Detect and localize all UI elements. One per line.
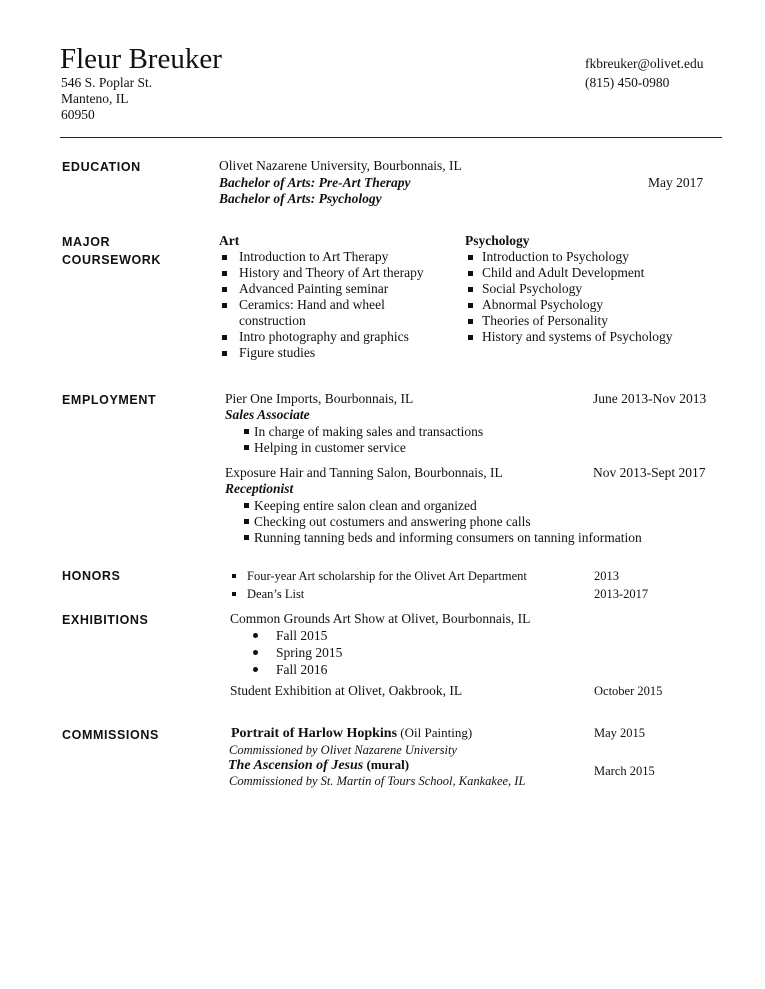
commission-2-title: The Ascension of Jesus (mural) [228,757,410,773]
coursework-psych-list [465,249,705,345]
address-line-1: 546 S. Poplar St. [61,75,153,90]
exhibition-2: Student Exhibition at Olivet, Oakbrook, IL [230,683,463,698]
exhibition-1: Common Grounds Art Show at Olivet, Bourbonnais, IL [230,611,531,626]
job-1-employer: Pier One Imports, Bourbonnais, IL [225,391,414,406]
exhibition-1-item-2: Spring 2015 [253,645,342,661]
list-item: History and systems of Psychology [465,329,705,345]
commission-2-date: March 2015 [594,764,655,778]
commission-1-title: Portrait of Harlow Hopkins (Oil Painting) [231,725,473,741]
exhibition-2-date: October 2015 [594,684,663,698]
applicant-name: Fleur Breuker [60,43,222,75]
list-item: Introduction to Art Therapy [219,249,449,265]
phone: (815) 450-0980 [585,75,670,90]
section-heading-employment: EMPLOYMENT [62,393,157,407]
section-heading-exhibitions: EXHIBITIONS [62,613,149,627]
job-1-dates: June 2013-Nov 2013 [593,391,707,406]
commission-1-date: May 2015 [594,726,646,740]
job-2-dates: Nov 2013-Sept 2017 [593,465,706,480]
list-item: Intro photography and graphics [219,329,449,345]
coursework-art-title: Art [219,233,240,248]
commission-1-by: Commissioned by Olivet Nazarene University [229,743,457,757]
list-item: History and Theory of Art therapy [219,265,449,281]
address-line-3: 60950 [61,107,95,122]
education-degree-2: Bachelor of Arts: Psychology [219,191,382,206]
job-2-duty-2: Checking out costumers and answering phone calls [244,514,531,530]
honor-1-date: 2013 [594,569,619,583]
coursework-psych-title: Psychology [465,233,530,248]
education-degree-1: Bachelor of Arts: Pre-Art Therapy [219,175,411,190]
job-2-duty-1: Keeping entire salon clean and organized [244,498,477,514]
education-school: Olivet Nazarene University, Bourbonnais, IL [219,158,462,173]
address-line-2: Manteno, IL [61,91,129,106]
list-item: Ceramics: Hand and wheel construction [219,297,409,329]
list-item: Abnormal Psychology [465,297,705,313]
section-heading-coursework-1: MAJOR [62,235,111,249]
exhibition-1-item-3: Fall 2016 [253,662,327,678]
section-heading-education: EDUCATION [62,160,141,174]
list-item: Advanced Painting seminar [219,281,449,297]
email: fkbreuker@olivet.edu [585,56,704,71]
exhibition-1-item-1: Fall 2015 [253,628,327,644]
list-item: Child and Adult Development [465,265,705,281]
honor-2: Dean’s List [232,586,304,602]
job-1-title: Sales Associate [225,407,310,422]
education-date: May 2017 [648,175,704,190]
section-heading-honors: HONORS [62,569,121,583]
job-2-title: Receptionist [225,481,294,496]
job-2-employer: Exposure Hair and Tanning Salon, Bourbonnais, IL [225,465,503,480]
header-divider [60,137,722,138]
list-item: Social Psychology [465,281,705,297]
job-2-duty-3: Running tanning beds and informing consumers on tanning information [244,530,642,546]
coursework-art-list [219,249,449,361]
list-item: Theories of Personality [465,313,705,329]
commission-2-by: Commissioned by St. Martin of Tours School, Kankakee, IL [229,774,526,788]
job-1-duty-2: Helping in customer service [244,440,406,456]
section-heading-coursework-2: COURSEWORK [62,253,162,267]
honor-1: Four-year Art scholarship for the Olivet Art Department [232,568,527,584]
honor-2-date: 2013-2017 [594,587,649,601]
list-item: Introduction to Psychology [465,249,705,265]
job-1-duty-1: In charge of making sales and transactions [244,424,483,440]
section-heading-commissions: COMMISSIONS [62,728,159,742]
list-item: Figure studies [219,345,449,361]
